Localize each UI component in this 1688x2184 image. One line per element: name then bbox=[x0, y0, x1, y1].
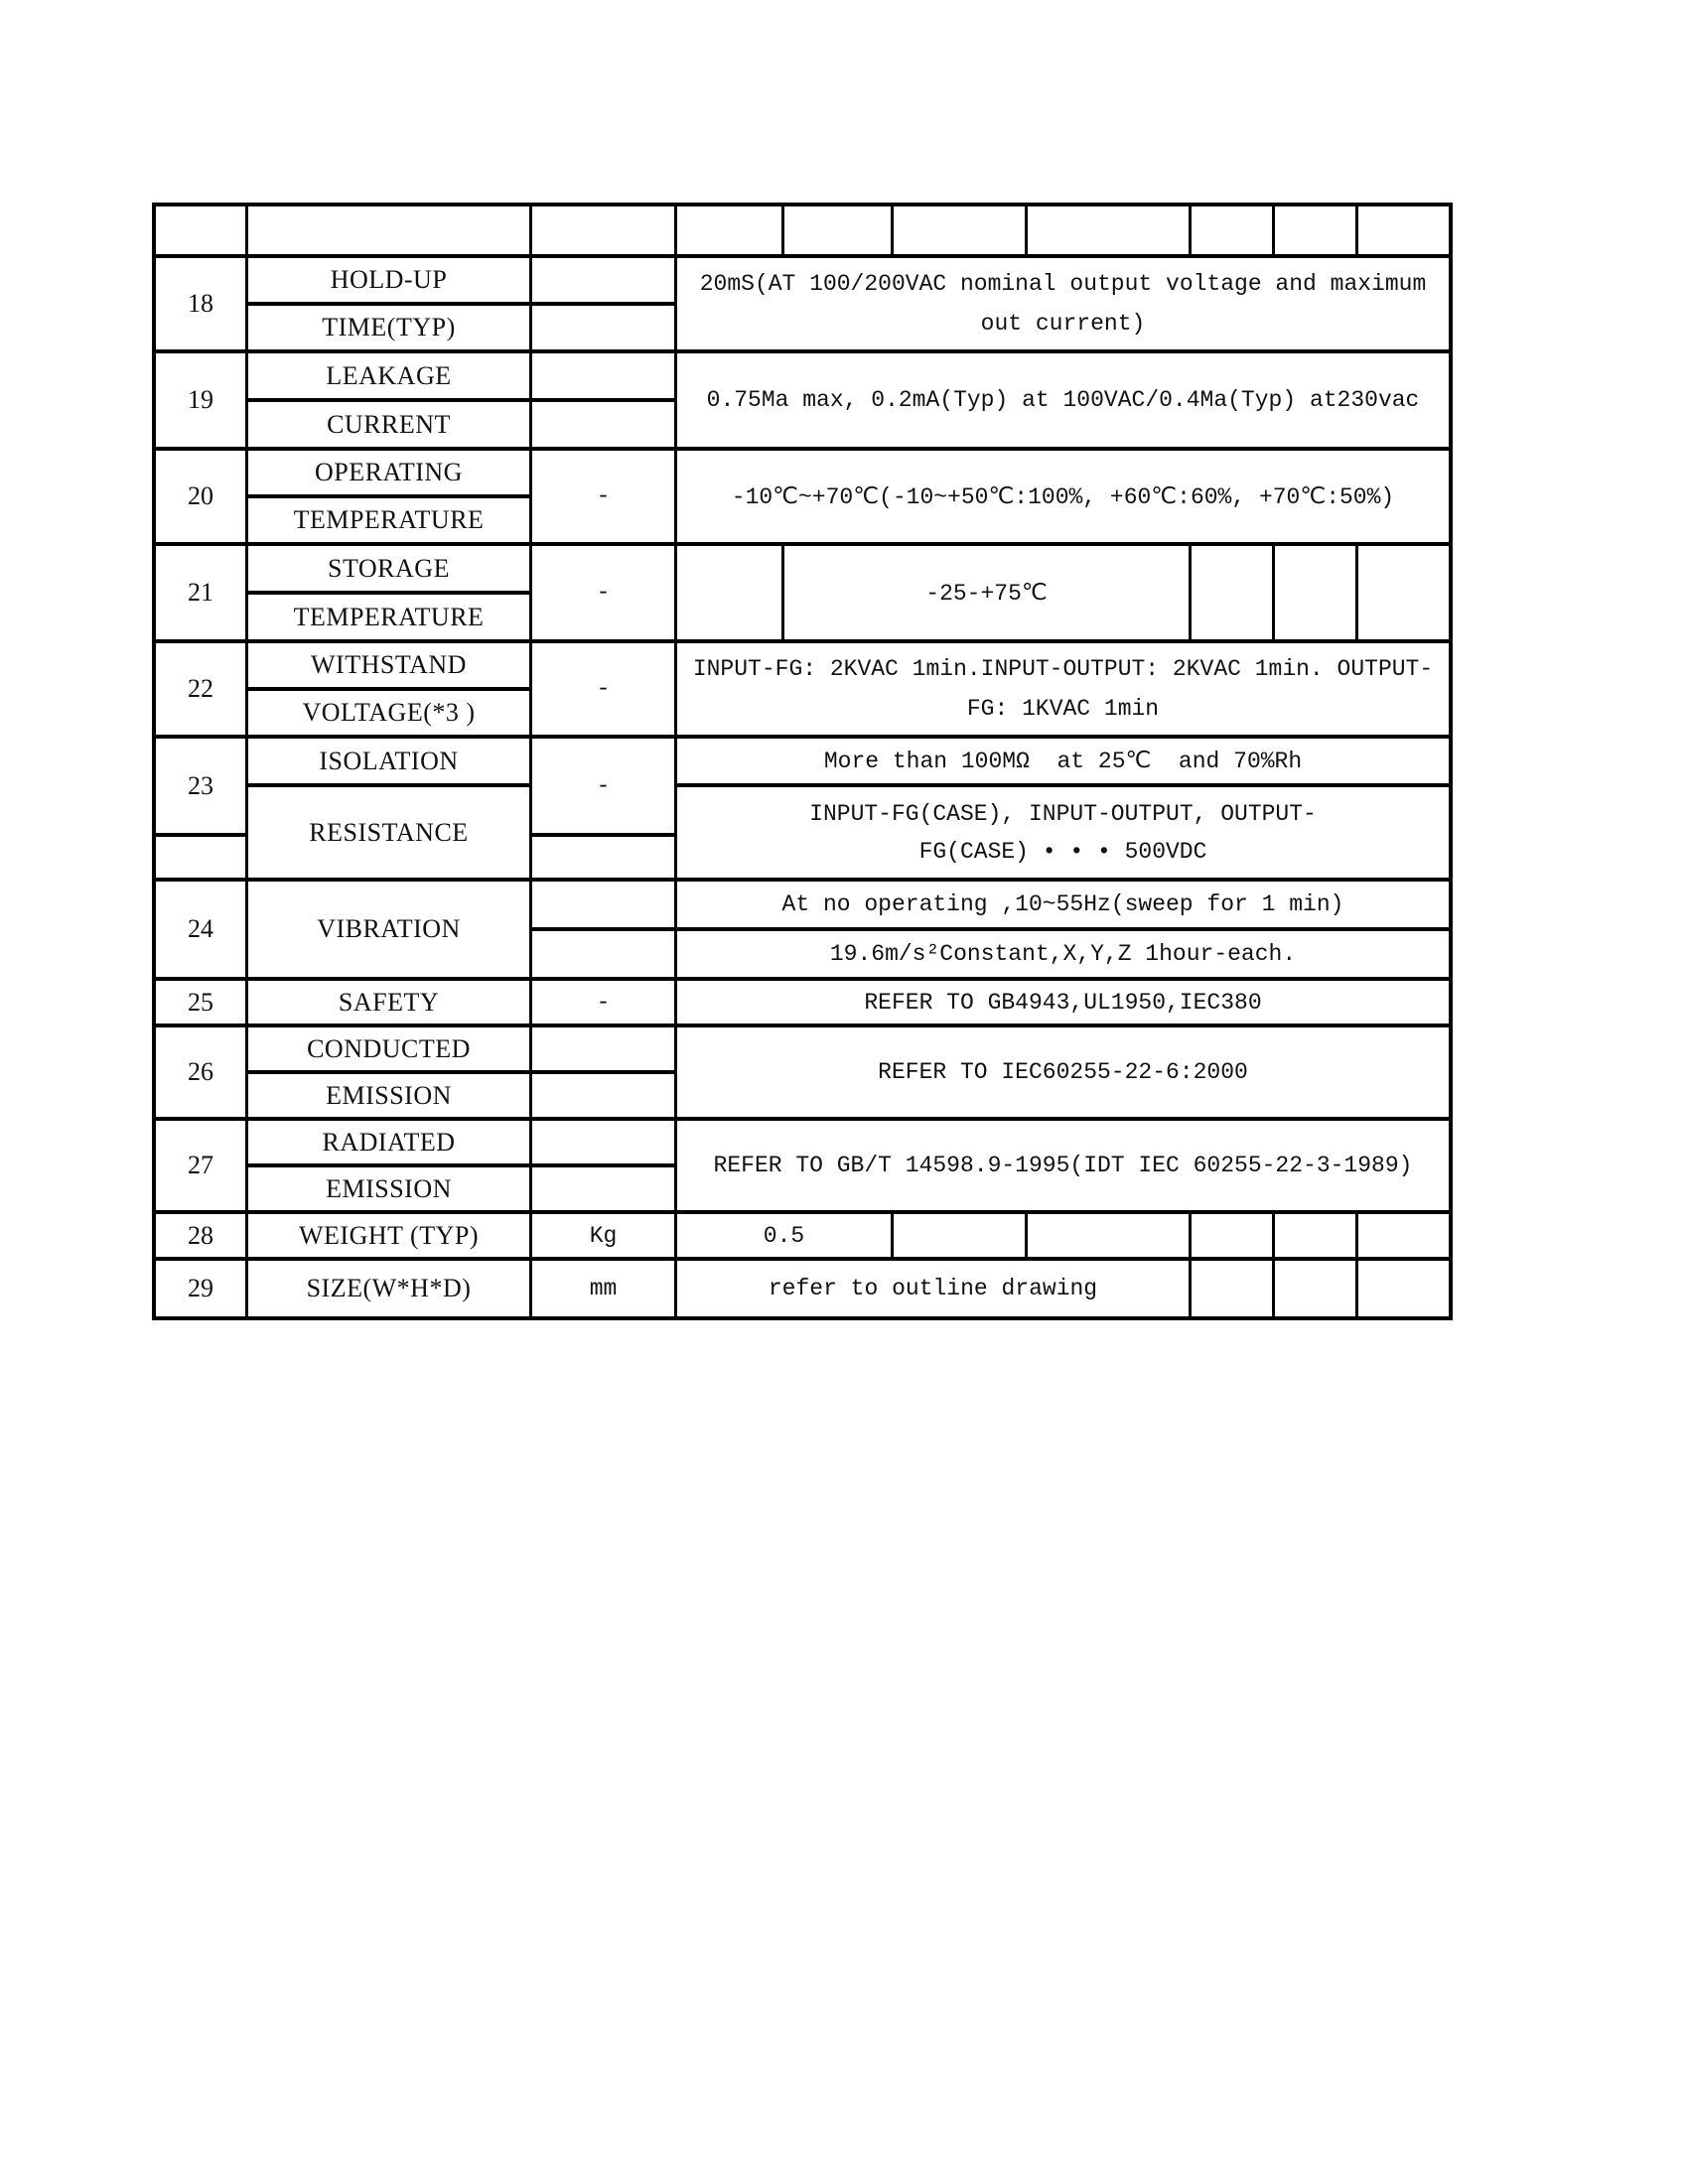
row-29-subcell bbox=[1189, 1261, 1272, 1316]
header-row bbox=[156, 206, 1449, 254]
row-23 bbox=[156, 735, 1449, 878]
row-20-name-cell bbox=[245, 451, 529, 542]
row-18-name-cell bbox=[245, 258, 529, 349]
row-21-subcell bbox=[1272, 546, 1355, 639]
row-19-no: 19 bbox=[188, 385, 213, 414]
row-23-value-area bbox=[674, 739, 1449, 878]
row-25-unit-cell: - bbox=[529, 981, 674, 1024]
value-line: INPUT-FG(CASE), INPUT-OUTPUT, OUTPUT- bbox=[809, 800, 1317, 827]
row-29-name-cell: SIZE(W*H*D) bbox=[245, 1261, 529, 1316]
header-subcell bbox=[1355, 206, 1449, 254]
row-22-name-bottom: VOLTAGE(*3 ) bbox=[248, 687, 529, 735]
row-18-unit-cell bbox=[529, 258, 674, 349]
row-29-unit-cell: mm bbox=[529, 1261, 674, 1316]
row-18-name-top: HOLD-UP bbox=[330, 265, 448, 294]
row-28-subcell bbox=[1025, 1214, 1189, 1257]
row-24-value-top: At no operating ,10~55Hz(sweep for 1 min) bbox=[781, 891, 1344, 917]
row-18 bbox=[156, 254, 1449, 349]
value-line: FG: 1KVAC 1min bbox=[966, 696, 1160, 722]
row-28-subcell bbox=[1272, 1214, 1355, 1257]
value-line: out current) bbox=[980, 311, 1146, 337]
row-28-subcell bbox=[1189, 1214, 1272, 1257]
header-subcell bbox=[891, 206, 1025, 254]
row-23-no-cell bbox=[156, 739, 245, 878]
value-line: FG(CASE) • • • 500VDC bbox=[918, 838, 1207, 865]
row-27-name-cell bbox=[245, 1121, 529, 1210]
row-21-unit-cell: - bbox=[529, 546, 674, 639]
row-19-name-cell bbox=[245, 353, 529, 447]
row-22-name-top: WITHSTAND bbox=[311, 650, 467, 679]
row-28-subcell bbox=[1355, 1214, 1449, 1257]
row-27-value-cell: REFER TO GB/T 14598.9-1995(IDT IEC 60255-22-3-1989) bbox=[674, 1121, 1449, 1210]
row-25 bbox=[156, 977, 1449, 1024]
row-29-subcell bbox=[1355, 1261, 1449, 1316]
row-19 bbox=[156, 349, 1449, 447]
row-20 bbox=[156, 447, 1449, 542]
row-26 bbox=[156, 1024, 1449, 1117]
row-21-name-bottom: TEMPERATURE bbox=[248, 591, 529, 639]
value-line: INPUT-FG: 2KVAC 1min.INPUT-OUTPUT: 2KVAC 1min. OUTPUT- bbox=[692, 656, 1434, 682]
row-29-no: 29 bbox=[188, 1274, 213, 1302]
header-subcell bbox=[677, 206, 781, 254]
header-cell-no bbox=[156, 206, 245, 254]
row-26-name-top: CONDUCTED bbox=[307, 1033, 471, 1063]
row-25-value-cell: REFER TO GB4943,UL1950,IEC380 bbox=[674, 981, 1449, 1024]
row-22-value-cell bbox=[674, 643, 1449, 735]
row-29-subcell bbox=[1272, 1261, 1355, 1316]
row-27-no: 27 bbox=[188, 1151, 213, 1179]
row-27-unit-cell bbox=[529, 1121, 674, 1210]
header-subcell bbox=[1025, 206, 1189, 254]
row-28-value-cell: 0.5 bbox=[763, 1222, 805, 1249]
row-22-unit-cell: - bbox=[529, 643, 674, 735]
row-21-name-top: STORAGE bbox=[328, 553, 450, 583]
row-27-unit-top bbox=[532, 1121, 674, 1163]
row-23-name-cell bbox=[245, 739, 529, 878]
header-subcell bbox=[781, 206, 891, 254]
row-21 bbox=[156, 542, 1449, 639]
row-23-name-top: ISOLATION bbox=[319, 746, 459, 775]
row-24-name-cell: VIBRATION bbox=[245, 882, 529, 977]
row-18-no: 18 bbox=[188, 289, 213, 318]
row-21-value-area bbox=[674, 546, 1449, 639]
row-20-value-cell: -10℃~+70℃(-10~+50℃:100%, +60℃:60%, +70℃:50%) bbox=[674, 451, 1449, 542]
row-27 bbox=[156, 1117, 1449, 1210]
row-27-unit-bottom bbox=[532, 1163, 674, 1210]
row-21-no: 21 bbox=[188, 578, 213, 607]
row-18-unit-top bbox=[532, 258, 674, 302]
row-24-unit-bottom bbox=[532, 927, 674, 977]
row-27-name-top: RADIATED bbox=[322, 1127, 456, 1157]
row-21-value-cell: -25-+75℃ bbox=[781, 546, 1189, 639]
header-value-area bbox=[674, 206, 1449, 254]
row-23-value-top: More than 100MΩ at 25℃ and 70%Rh bbox=[823, 749, 1303, 774]
row-25-no: 25 bbox=[188, 987, 213, 1017]
row-19-name-top: LEAKAGE bbox=[326, 360, 452, 390]
row-28-name-cell: WEIGHT (TYP) bbox=[245, 1214, 529, 1257]
row-23-value-bottom bbox=[677, 783, 1449, 878]
row-28-no: 28 bbox=[188, 1220, 213, 1250]
row-26-unit-cell bbox=[529, 1027, 674, 1117]
row-19-unit-cell bbox=[529, 353, 674, 447]
row-27-name-bottom: EMISSION bbox=[248, 1163, 529, 1210]
row-26-unit-bottom bbox=[532, 1070, 674, 1117]
row-20-name-bottom: TEMPERATURE bbox=[248, 494, 529, 542]
row-21-subcell bbox=[677, 546, 781, 639]
row-29-value-cell: refer to outline drawing bbox=[768, 1276, 1098, 1301]
row-25-name-cell: SAFETY bbox=[245, 981, 529, 1024]
row-19-unit-bottom bbox=[532, 398, 674, 447]
header-cell-name bbox=[245, 206, 529, 254]
row-18-value-cell bbox=[674, 258, 1449, 349]
row-29-value-area bbox=[674, 1261, 1449, 1316]
row-23-unit-cell bbox=[529, 739, 674, 878]
row-20-name-top: OPERATING bbox=[315, 458, 463, 486]
header-subcell bbox=[1272, 206, 1355, 254]
row-24-unit-cell bbox=[529, 882, 674, 977]
row-26-no: 26 bbox=[188, 1057, 213, 1086]
row-19-unit-top bbox=[532, 353, 674, 398]
row-24-unit-top bbox=[532, 882, 674, 927]
row-23-no: 23 bbox=[188, 770, 213, 800]
value-line: 20mS(AT 100/200VAC nominal output voltage and maximum bbox=[699, 271, 1427, 297]
row-18-name-bottom: TIME(TYP) bbox=[248, 302, 529, 349]
row-24 bbox=[156, 878, 1449, 977]
row-23-no-empty bbox=[156, 833, 245, 878]
row-18-unit-bottom bbox=[532, 302, 674, 349]
row-21-name-cell bbox=[245, 546, 529, 639]
header-subcell bbox=[1189, 206, 1272, 254]
spec-table bbox=[152, 203, 1453, 1320]
row-22 bbox=[156, 639, 1449, 735]
row-22-name-cell bbox=[245, 643, 529, 735]
row-26-name-bottom: EMISSION bbox=[248, 1070, 529, 1117]
row-20-unit-cell: - bbox=[529, 451, 674, 542]
row-23-name-bottom: RESISTANCE bbox=[248, 783, 529, 878]
row-28-unit-cell: Kg bbox=[529, 1214, 674, 1257]
row-26-name-cell bbox=[245, 1027, 529, 1117]
header-cell-unit bbox=[529, 206, 674, 254]
row-23-unit: - bbox=[596, 772, 611, 799]
row-19-name-bottom: CURRENT bbox=[248, 398, 529, 447]
row-19-value-cell: 0.75Ma max, 0.2mA(Typ) at 100VAC/0.4Ma(Typ) at230vac bbox=[674, 353, 1449, 447]
row-28 bbox=[156, 1210, 1449, 1257]
row-24-value-bottom: 19.6m/s²Constant,X,Y,Z 1hour-each. bbox=[677, 927, 1449, 977]
row-21-subcell bbox=[1189, 546, 1272, 639]
row-20-no: 20 bbox=[188, 481, 213, 510]
row-29 bbox=[156, 1257, 1449, 1316]
row-28-value-area bbox=[674, 1214, 1449, 1257]
row-21-subcell bbox=[1355, 546, 1449, 639]
row-24-value-area bbox=[674, 882, 1449, 977]
row-23-unit-empty bbox=[532, 833, 674, 878]
row-28-subcell bbox=[891, 1214, 1025, 1257]
row-26-unit-top bbox=[532, 1027, 674, 1070]
row-22-no: 22 bbox=[188, 674, 213, 703]
row-26-value-cell: REFER TO IEC60255-22-6:2000 bbox=[674, 1027, 1449, 1117]
row-24-no: 24 bbox=[188, 914, 213, 943]
